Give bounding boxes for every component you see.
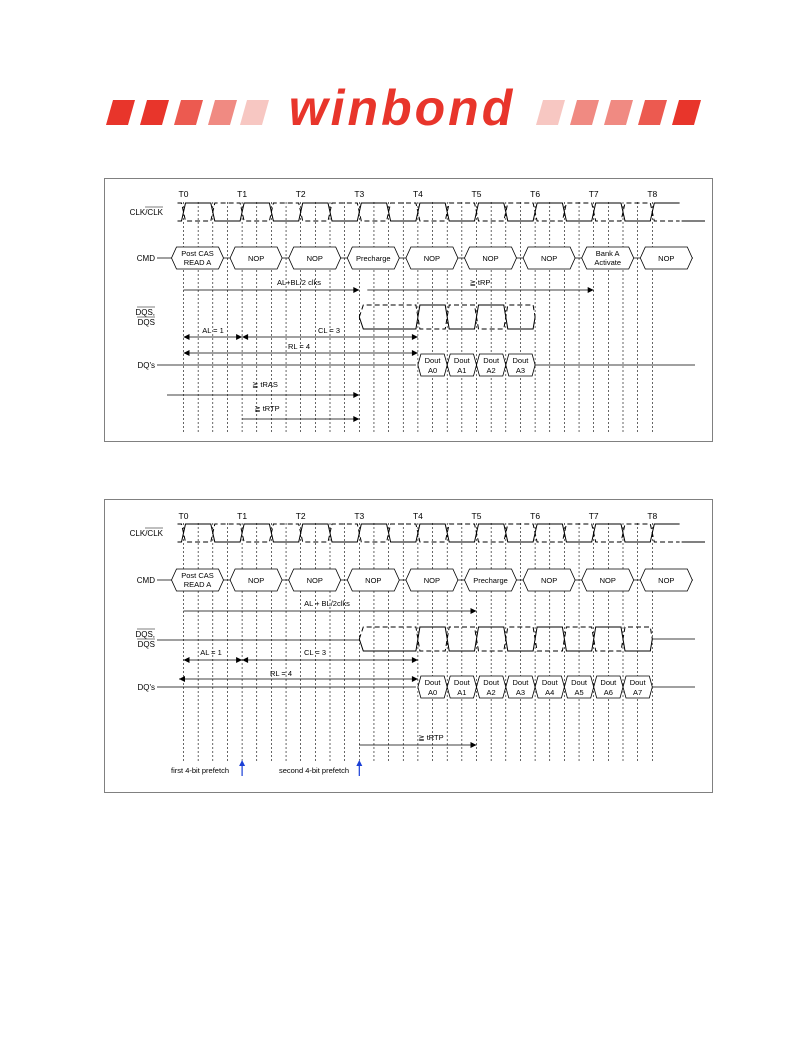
timing-label: CL = 3 — [317, 326, 341, 335]
winbond-logo — [0, 0, 802, 160]
cmd-label: CMD — [136, 576, 155, 585]
timing-label: RL = 4 — [287, 342, 311, 351]
time-label: T4 — [412, 511, 423, 521]
timing-arrow-head — [412, 350, 418, 356]
dout-text: A6 — [603, 688, 613, 697]
cmd-text: Bank A — [595, 249, 620, 258]
cmd-text: NOP — [247, 576, 265, 585]
clock-label: CLK/CLK — [129, 208, 163, 217]
timing-arrow-tail — [184, 334, 190, 340]
logo-bars-right — [536, 100, 701, 125]
timing-label: ≧ tRAS — [252, 380, 278, 389]
cmd-box — [465, 569, 517, 591]
logo-bar — [672, 100, 701, 125]
dout-text: Dout — [453, 678, 470, 687]
logo-bar — [604, 100, 633, 125]
cmd-text: NOP — [540, 576, 558, 585]
time-label: T7 — [588, 511, 599, 521]
timing-arrow-tail — [242, 657, 248, 663]
dout-text: Dout — [629, 678, 646, 687]
dq-label: DQ's — [137, 683, 155, 692]
timing-label: ≧ tRTP — [254, 404, 280, 413]
dout-text: Dout — [571, 678, 587, 687]
dout-text: A1 — [457, 366, 467, 375]
dout-text: A0 — [427, 688, 438, 697]
logo-text: winbond — [288, 80, 516, 136]
cmd-text: NOP — [247, 254, 265, 263]
clock-wave — [178, 203, 680, 221]
clock-wave-inverted — [178, 203, 680, 221]
clock-wave — [178, 524, 680, 542]
timing-arrow-head — [236, 657, 242, 663]
dout-text: A2 — [486, 366, 496, 375]
dout-text: Dout — [541, 678, 558, 687]
time-label: T3 — [354, 511, 365, 521]
time-label: T8 — [647, 189, 658, 199]
timing-arrow-head — [353, 287, 359, 293]
cmd-box — [640, 247, 692, 269]
cmd-text: Activate — [594, 258, 622, 267]
dout-box — [447, 354, 476, 376]
timing-arrow-head — [412, 334, 418, 340]
timing-label: AL+BL/2 clks — [277, 278, 321, 287]
cmd-text: Precharge — [355, 254, 391, 263]
logo-bar — [140, 100, 169, 125]
time-label: T1 — [237, 189, 248, 199]
cmd-box — [523, 569, 575, 591]
logo-bars-left — [106, 100, 269, 125]
cmd-box — [230, 247, 282, 269]
prefetch-arrow-first-head — [239, 760, 245, 766]
cmd-box — [347, 247, 399, 269]
cmd-box — [230, 569, 282, 591]
dout-text: A5 — [574, 688, 584, 697]
time-label: T2 — [295, 511, 306, 521]
cmd-box — [640, 569, 692, 591]
time-label: T0 — [178, 189, 189, 199]
timing-arrow-head — [236, 334, 242, 340]
cmd-box — [465, 247, 517, 269]
cmd-box — [523, 247, 575, 269]
timing-arrow-tail — [179, 676, 185, 682]
dout-box — [477, 354, 506, 376]
timing-arrow-tail — [184, 657, 190, 663]
timing-label: CL = 3 — [303, 648, 327, 657]
logo-bar — [174, 100, 203, 125]
cmd-text: NOP — [365, 576, 382, 585]
time-label: T2 — [295, 189, 306, 199]
timing-label: AL = 1 — [202, 326, 224, 335]
logo-bar — [570, 100, 599, 125]
time-label: T8 — [647, 511, 658, 521]
cmd-text: NOP — [658, 576, 675, 585]
timing-arrow-head — [412, 676, 418, 682]
cmd-text: NOP — [599, 576, 616, 585]
cmd-text: Post CAS — [181, 249, 214, 258]
time-label: T4 — [412, 189, 423, 199]
cmd-text: NOP — [540, 254, 558, 263]
timing-arrow-head — [412, 657, 418, 663]
timing-diagram-2 — [104, 499, 713, 793]
logo-bar — [106, 100, 135, 125]
dout-text: A3 — [515, 366, 526, 375]
time-label: T5 — [471, 189, 482, 199]
dout-text: A4 — [545, 688, 555, 697]
cmd-box — [347, 569, 399, 591]
dout-text: Dout — [512, 356, 529, 365]
dout-box — [506, 676, 535, 698]
dout-text: A7 — [633, 688, 643, 697]
cmd-text: Precharge — [473, 576, 508, 585]
cmd-box — [582, 569, 634, 591]
dout-box — [477, 676, 506, 698]
cmd-text: Post CAS — [181, 571, 214, 580]
cmd-text: READ A — [183, 580, 212, 589]
cmd-text: NOP — [306, 254, 323, 263]
cmd-text: NOP — [306, 576, 323, 585]
cmd-text: NOP — [423, 576, 441, 585]
dout-box — [506, 354, 535, 376]
logo-bar — [638, 100, 667, 125]
time-label: T3 — [354, 189, 365, 199]
timing-arrow-head — [471, 742, 477, 748]
cmd-box — [406, 569, 458, 591]
dout-text: Dout — [483, 678, 500, 687]
timing-label: ≧ tRP — [469, 278, 491, 287]
timing-arrow-head — [588, 287, 594, 293]
cmd-text: READ A — [183, 258, 212, 267]
timing-arrow-tail — [184, 350, 190, 356]
logo-bar — [536, 100, 565, 125]
timing-label: AL + BL/2clks — [304, 599, 350, 608]
cmd-box — [172, 569, 224, 591]
dq-label: DQ's — [137, 361, 155, 370]
dout-text: Dout — [424, 678, 441, 687]
dout-text: Dout — [483, 356, 500, 365]
dout-box — [447, 676, 476, 698]
dqs-label: DQS — [137, 318, 155, 327]
cmd-box — [289, 247, 341, 269]
dout-text: Dout — [512, 678, 529, 687]
logo-bar — [208, 100, 237, 125]
dqs-label: DQS, — [135, 630, 155, 639]
dout-box — [418, 354, 447, 376]
timing-arrow-tail — [242, 334, 248, 340]
timing-arrow-head — [353, 416, 359, 422]
timing-arrow-head — [353, 392, 359, 398]
prefetch-arrow-second-head — [356, 760, 362, 766]
dout-text: Dout — [424, 356, 441, 365]
cmd-box — [406, 247, 458, 269]
dqs-wave — [359, 305, 535, 329]
cmd-box — [582, 247, 634, 269]
dout-text: A0 — [427, 366, 438, 375]
clock-wave-inverted — [178, 524, 680, 542]
dqs-label: DQS — [137, 640, 155, 649]
time-label: T6 — [530, 189, 541, 199]
time-label: T6 — [530, 511, 541, 521]
dout-text: Dout — [600, 678, 617, 687]
prefetch-label-second: second 4-bit prefetch — [278, 766, 349, 775]
timing-label: AL = 1 — [200, 648, 222, 657]
cmd-box — [289, 569, 341, 591]
dqs-label: DQS, — [135, 308, 155, 317]
time-label: T1 — [237, 511, 248, 521]
dout-box — [623, 676, 652, 698]
dout-text: A1 — [457, 688, 467, 697]
dout-box — [535, 676, 564, 698]
time-label: T5 — [471, 511, 482, 521]
time-label: T0 — [178, 511, 189, 521]
timing-label: ≧ tRTP — [418, 733, 444, 742]
clock-label: CLK/CLK — [129, 529, 163, 538]
prefetch-label-first: first 4-bit prefetch — [171, 766, 229, 775]
cmd-box — [172, 247, 224, 269]
timing-diagram-1 — [104, 178, 713, 442]
dout-box — [418, 676, 447, 698]
dout-text: A3 — [515, 688, 526, 697]
dout-text: Dout — [453, 356, 470, 365]
cmd-text: NOP — [423, 254, 441, 263]
dout-box — [594, 676, 623, 698]
timing-label: RL = 4 — [269, 669, 293, 678]
dout-box — [564, 676, 593, 698]
cmd-text: NOP — [482, 254, 499, 263]
cmd-text: NOP — [658, 254, 675, 263]
cmd-label: CMD — [136, 254, 155, 263]
dout-text: A2 — [486, 688, 496, 697]
time-label: T7 — [588, 189, 599, 199]
timing-arrow-head — [471, 608, 477, 614]
logo-bar — [240, 100, 269, 125]
